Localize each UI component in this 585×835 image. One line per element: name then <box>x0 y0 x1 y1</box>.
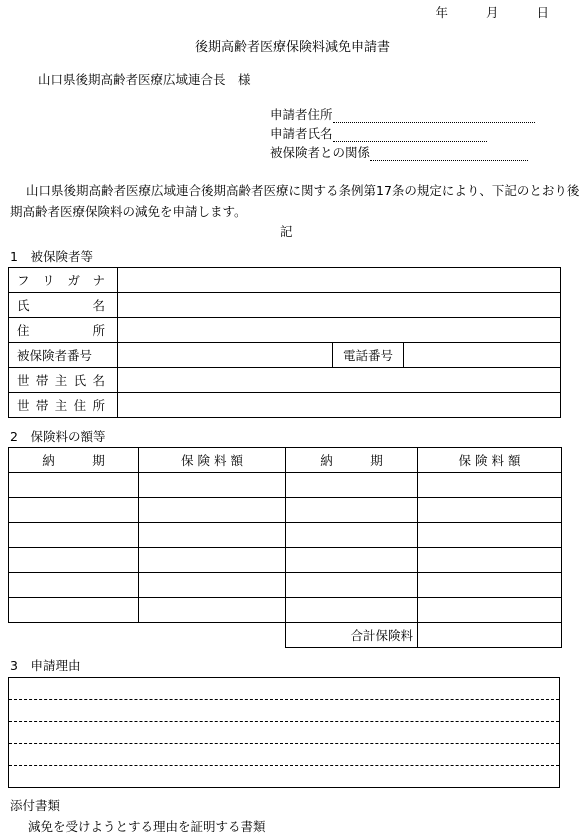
name-row <box>9 293 561 318</box>
applicant-relation-label: 被保険者との関係 <box>270 145 371 160</box>
amount-cell[interactable] <box>418 523 562 548</box>
col-period-right: 納 期 <box>286 448 418 473</box>
period-cell[interactable] <box>286 598 418 623</box>
head-address-char: 世 <box>17 398 30 413</box>
amount-cell[interactable] <box>139 573 286 598</box>
attachments-title: 添付書類 <box>10 798 61 813</box>
period-cell[interactable] <box>9 473 139 498</box>
head-address-char: 主 <box>54 398 68 413</box>
head-address-char: 住 <box>73 398 87 413</box>
amount-cell[interactable] <box>418 598 562 623</box>
attachments-item: 減免を受けようとする理由を証明する書類 <box>28 819 266 834</box>
applicant-relation-field[interactable] <box>370 147 528 161</box>
head-name-label <box>9 368 118 393</box>
section1-title: 1 被保険者等 <box>10 249 93 264</box>
address-row <box>9 318 561 343</box>
page-title: 後期高齢者医療保険料減免申請書 <box>194 40 390 55</box>
applicant-address-field[interactable] <box>333 109 535 123</box>
section2-title: 2 保険料の額等 <box>10 429 106 444</box>
dashed-line <box>9 721 559 722</box>
table-row <box>9 498 562 523</box>
day-label: 日 <box>536 5 549 20</box>
ki-label: 記 <box>280 224 293 239</box>
insured-number-field[interactable] <box>118 343 333 368</box>
table-row <box>9 573 562 598</box>
section3-title: 3 申請理由 <box>10 658 81 673</box>
body-text: 山口県後期高齢者医療広域連合後期高齢者医療に関する条例第17条の規定により、下記のとおり後期高齢者医療保険料の減免を申請します。 <box>10 183 580 219</box>
insured-number-label: 被保険者番号 <box>9 343 118 368</box>
applicant-address-row[interactable] <box>270 104 535 123</box>
period-cell[interactable] <box>286 548 418 573</box>
period-cell[interactable] <box>9 498 139 523</box>
head-name-char: 帯 <box>35 373 49 388</box>
col-amount-left: 保 険 料 額 <box>139 448 286 473</box>
address-char: 住 <box>17 323 30 338</box>
applicant-name-row[interactable] <box>270 123 535 142</box>
amount-cell[interactable] <box>139 498 286 523</box>
amount-cell[interactable] <box>139 598 286 623</box>
table-row <box>9 598 562 623</box>
addressee: 山口県後期高齢者医療広域連合長 様 <box>38 72 251 87</box>
head-name-char: 主 <box>54 373 68 388</box>
furigana-char: ナ <box>92 273 105 288</box>
year-label: 年 <box>435 5 448 20</box>
name-char: 名 <box>92 298 105 313</box>
head-name-char: 氏 <box>73 373 87 388</box>
amount-cell[interactable] <box>418 473 562 498</box>
address-char: 所 <box>92 323 105 338</box>
phone-label: 電話番号 <box>333 343 404 368</box>
period-cell[interactable] <box>286 523 418 548</box>
applicant-address-label: 申請者住所 <box>270 107 333 122</box>
period-cell[interactable] <box>286 473 418 498</box>
head-name-char: 名 <box>92 373 105 388</box>
furigana-char: リ <box>42 273 55 288</box>
head-name-field[interactable] <box>118 368 561 393</box>
total-label: 合計保険料 <box>286 623 418 648</box>
applicant-name-field[interactable] <box>333 128 487 142</box>
reason-box[interactable] <box>8 677 560 788</box>
col-amount-right: 保 険 料 額 <box>418 448 562 473</box>
applicant-block <box>270 104 535 161</box>
month-label: 月 <box>485 5 499 20</box>
head-address-label <box>9 393 118 418</box>
premium-table <box>8 447 562 648</box>
table-row <box>9 523 562 548</box>
phone-field[interactable] <box>404 343 561 368</box>
furigana-char: ガ <box>67 273 80 288</box>
applicant-relation-row[interactable] <box>270 142 535 161</box>
name-char: 氏 <box>17 298 30 313</box>
period-cell[interactable] <box>9 523 139 548</box>
head-address-row <box>9 393 561 418</box>
furigana-label <box>9 268 118 293</box>
col-period-left: 納 期 <box>9 448 139 473</box>
furigana-field[interactable] <box>118 268 561 293</box>
period-cell[interactable] <box>9 548 139 573</box>
period-cell[interactable] <box>9 598 139 623</box>
amount-cell[interactable] <box>139 473 286 498</box>
name-field[interactable] <box>118 293 561 318</box>
head-name-row <box>9 368 561 393</box>
address-label <box>9 318 118 343</box>
amount-cell[interactable] <box>418 573 562 598</box>
dashed-line <box>9 765 559 766</box>
amount-cell[interactable] <box>139 548 286 573</box>
name-label <box>9 293 118 318</box>
insured-table <box>8 267 561 418</box>
table-row <box>9 548 562 573</box>
dashed-line <box>9 699 559 700</box>
dashed-line <box>9 743 559 744</box>
head-address-char: 所 <box>92 398 105 413</box>
amount-cell[interactable] <box>418 498 562 523</box>
head-name-char: 世 <box>17 373 30 388</box>
address-field[interactable] <box>118 318 561 343</box>
period-cell[interactable] <box>286 498 418 523</box>
total-row <box>9 623 562 648</box>
date-line <box>435 3 549 21</box>
total-field[interactable] <box>418 623 562 648</box>
furigana-char: フ <box>17 273 30 288</box>
table-row <box>9 473 562 498</box>
amount-cell[interactable] <box>139 523 286 548</box>
head-address-char: 帯 <box>35 398 49 413</box>
period-cell[interactable] <box>286 573 418 598</box>
insured-number-row <box>9 343 561 368</box>
amount-cell[interactable] <box>418 548 562 573</box>
furigana-row <box>9 268 561 293</box>
applicant-name-label: 申請者氏名 <box>270 126 333 141</box>
premium-header-row <box>9 448 562 473</box>
period-cell[interactable] <box>9 573 139 598</box>
head-address-field[interactable] <box>118 393 561 418</box>
